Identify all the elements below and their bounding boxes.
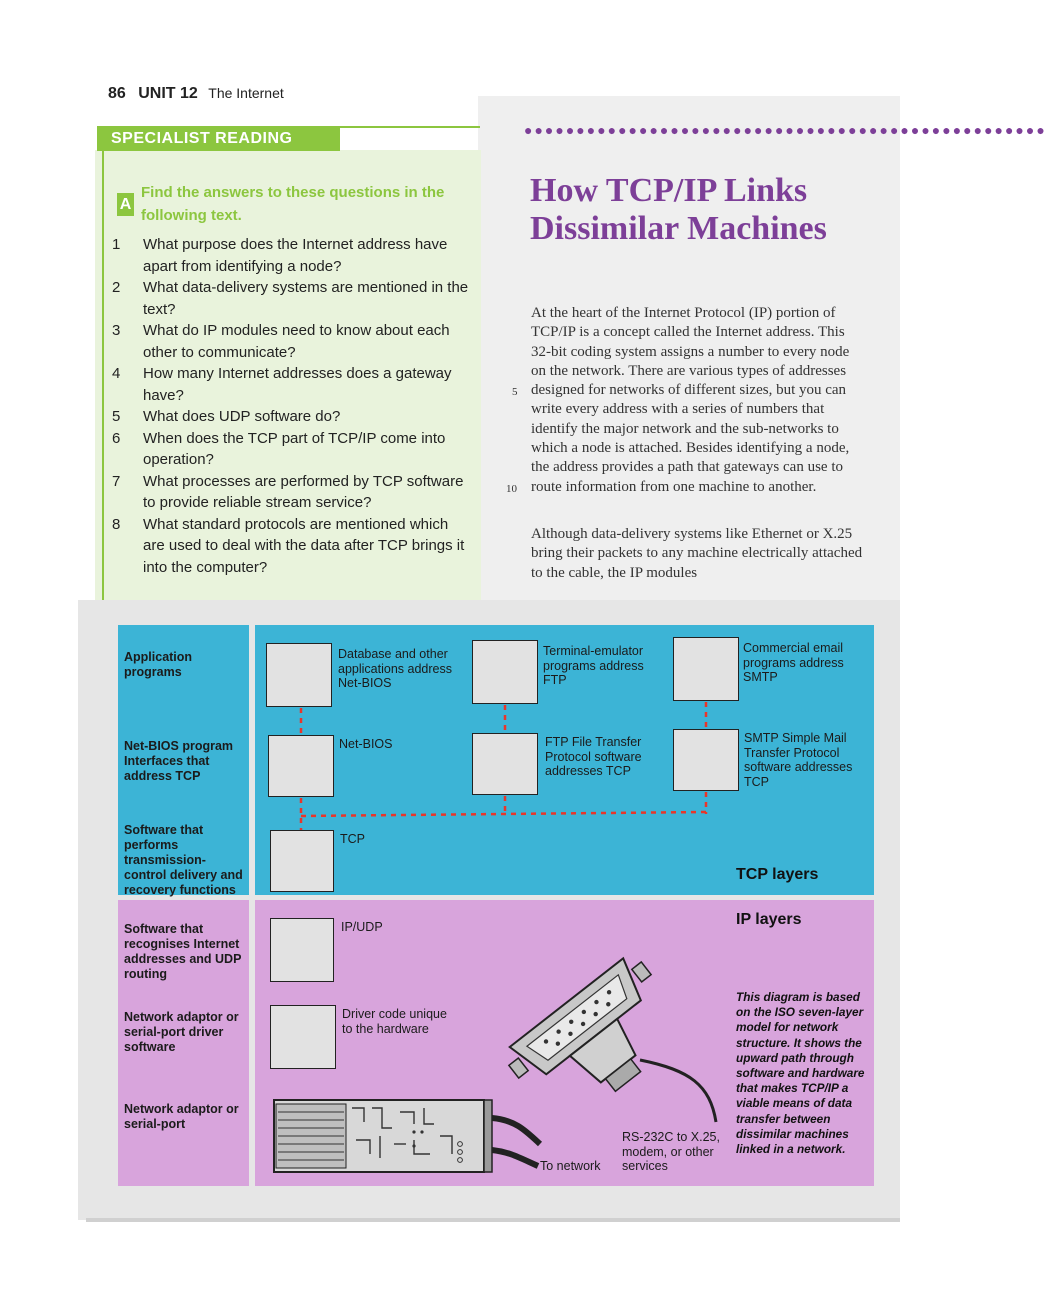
row-label-adaptor: Network adaptor or serial-port — [124, 1102, 239, 1131]
question-text: What do IP modules need to know about each other to communicate? — [143, 322, 450, 361]
box-application-3 — [673, 637, 739, 701]
box-application-1 — [266, 643, 332, 707]
box-application-2 — [472, 640, 538, 704]
question-number: 4 — [112, 365, 121, 382]
question-number: 2 — [112, 279, 121, 296]
article-paragraph-2: Although data-delivery systems like Ethernet or X.25 bring their packets to any machine electrically attached to the cable, the IP modules — [531, 526, 863, 581]
box-smtp — [673, 729, 739, 791]
ip-layers-label: IP layers — [736, 911, 802, 928]
page-number: 86 — [108, 85, 126, 102]
box-ipudp — [270, 918, 334, 982]
box-netbios — [268, 735, 334, 797]
rs232-label: RS-232C to X.25, modem, or other services — [622, 1130, 720, 1173]
question-text: What data-delivery systems are mentioned in the text? — [143, 279, 469, 318]
line-number: 10 — [506, 483, 517, 495]
box-label-terminal: Terminal-emulator programs address FTP — [543, 644, 644, 687]
question-number: 8 — [112, 515, 121, 533]
box-label-ftp: FTP File Transfer Protocol software addresses TCP — [545, 735, 642, 778]
serial-cable — [640, 1060, 716, 1122]
question-number: 7 — [112, 472, 121, 490]
line-number: 5 — [512, 386, 518, 398]
row-label-driver: Network adaptor or serial-port driver software — [124, 1010, 239, 1054]
dashed-connector — [301, 812, 706, 816]
task-instruction: Find the answers to these questions in the following text. — [141, 184, 445, 224]
tcp-layers-label: TCP layers — [736, 866, 819, 883]
box-tcp — [270, 830, 334, 892]
box-label-ipudp: IP/UDP — [341, 920, 383, 934]
question-text: How many Internet addresses does a gateway have? — [143, 365, 452, 404]
page-edge — [86, 1218, 900, 1222]
network-card-icon — [274, 1100, 492, 1172]
task-letter-badge: A — [117, 193, 134, 216]
to-network-label: To network — [540, 1159, 601, 1173]
row-label-tcp: Software that performs transmission-control delivery and recovery functions — [124, 823, 243, 897]
serial-connector-icon — [500, 951, 694, 1133]
diagram-caption: This diagram is based on the ISO seven-layer model for network structure. It shows the upward path through software and hardware that makes TCP/IP a viable means of data transfer between dissimilar machines linked in a network. — [736, 990, 865, 1157]
article-paragraph-1: At the heart of the Internet Protocol (IP) portion of TCP/IP is a concept called the Internet address. This 32-bit coding system assigns a number to every node on the network. There are various types of addresses designed for networks of different sizes, but you can write every address with a series of numbers that identify the major network and the sub-networks to which a node is attached. Besides identifying a node, the address provides a path that gateways can use to route information from one machine to another. — [531, 305, 850, 495]
question-text: What does UDP software do? — [143, 408, 341, 425]
question-text: When does the TCP part of TCP/IP come into operation? — [143, 429, 446, 468]
unit-label: UNIT 12 — [138, 85, 198, 102]
row-label-application: Application programs — [124, 650, 193, 679]
question-text: What processes are performed by TCP software to provide reliable stream service? — [143, 472, 464, 511]
question-number: 3 — [112, 322, 121, 339]
network-cable — [492, 1118, 540, 1144]
box-driver — [270, 1005, 336, 1069]
specialist-reading-bar: SPECIALIST READING — [97, 126, 340, 151]
box-label-tcp: TCP — [340, 832, 365, 846]
network-cable — [492, 1150, 538, 1166]
box-label-netbios: Net-BIOS — [339, 737, 393, 751]
question-number: 1 — [112, 236, 121, 253]
question-number: 6 — [112, 429, 121, 447]
row-label-netbios: Net-BIOS program Interfaces that address TCP — [124, 739, 234, 783]
box-label-smtp: SMTP Simple Mail Transfer Protocol software addresses TCP — [744, 731, 853, 789]
article-title: How TCP/IP Links Dissimilar Machines — [530, 172, 827, 247]
row-label-ip: Software that recognises Internet addresses and UDP routing — [124, 922, 242, 981]
question-text: What standard protocols are mentioned which are used to deal with the data after TCP brings it into the computer? — [143, 515, 465, 576]
box-label-email: Commercial email programs address SMTP — [743, 641, 844, 684]
box-label-driver: Driver code unique to the hardware — [342, 1007, 447, 1036]
question-number: 5 — [112, 408, 121, 425]
box-label-database: Database and other applications address Net-BIOS — [338, 647, 452, 690]
unit-title: The Internet — [208, 85, 284, 101]
question-text: What purpose does the Internet address have apart from identifying a node? — [143, 236, 448, 275]
dotted-rule: ●●●●●●●●●●●●●●●●●●●●●●●●●●●●●●●●●●●●●●●●●●●●●●●●●● — [524, 122, 1047, 138]
box-ftp — [472, 733, 538, 795]
